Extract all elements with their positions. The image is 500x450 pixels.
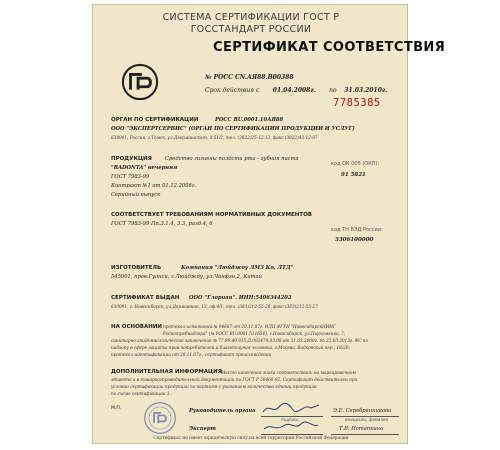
manufacturer-label: ИЗГОТОВИТЕЛЬ (111, 265, 162, 271)
product-line-1: Средство гигиены полости рта - зубная паста (165, 156, 299, 162)
product-line-2: "RADONTA" вечерняя (111, 165, 178, 171)
stamp-place-label: М.П. (111, 406, 122, 411)
basis-line-1: протокол испытаний № 94687 от 20.11.07г. ИЛЦ ФГУН "НовосибирскНИИГ (163, 324, 336, 329)
basis-label: НА ОСНОВАНИИ (111, 324, 163, 330)
issued-name: ООО "Глориан". ИНН:5406344202 (189, 295, 292, 301)
additional-line-1: Место нанесения знака соответствия: на маркировочном (221, 370, 356, 375)
head-name: Э.Е. Серебренникова (333, 408, 392, 414)
manufacturer-name: Компания "Люйджоу ЛМЗ Ко, ЛТД" (181, 265, 294, 271)
expert-label: Эксперт (189, 426, 216, 432)
system-title: СИСТЕМА СЕРТИФИКАЦИИ ГОСТ Р (162, 12, 340, 23)
serial-number: 7785385 (333, 97, 381, 109)
basis-line-2: Роспотребнадзора" (№ РОСС RU.0001.511656), г.Новосибирск, ул.Пархоменко, 7; (163, 331, 346, 336)
expert-signature-icon (261, 419, 321, 433)
head-sign-hint: подпись (281, 417, 299, 422)
product-line-5: Серийный выпуск (111, 192, 161, 198)
validity-period (205, 88, 387, 94)
validity-label: Срок действия с (205, 87, 260, 94)
gost-r-logo-icon (121, 63, 159, 101)
certificate-title: СЕРТИФИКАТ СООТВЕТСТВИЯ (213, 40, 446, 55)
date-from: 01.04.2008г. (272, 87, 316, 94)
expert-name-line (331, 434, 399, 435)
okp-code: 91 5821 (341, 172, 366, 178)
registration-number: № РОСС CN.АЯ88.В00388 (205, 74, 294, 81)
to-label: по (329, 87, 337, 94)
basis-line-3: санитарно-эпидемиологическое заключение № 77.99.40.915.Д.002479.03.08 от 31.03.2008г. по 22.03.2013г. ФС по (111, 338, 369, 343)
conformity-line-1: ГОСТ 7983-99 Пп.3.1.4, 3.3, разд.4, 6 (111, 221, 213, 227)
expert-name: Т.В. Потапкина (339, 426, 384, 432)
additional-line-4: по схеме сертификации 3. (111, 391, 171, 396)
organ-reg-number: РОСС RU.0001.10АЯ88 (215, 117, 284, 123)
basis-line-5: протокол идентификации от 20.11.07г.; сертификат происхождения (111, 352, 272, 357)
official-stamp-icon (143, 401, 177, 435)
issued-label: СЕРТИФИКАТ ВЫДАН (111, 295, 180, 301)
additional-line-2: этикете и в товаросопроводительной документации по ГОСТ Р 50460-92. Сертификат действителен при (111, 377, 358, 382)
issued-address: 630091, г. Новосибирск, ул.Державина, 13, оф.4/1, тел. (383)212-55-26, факс (383)212-55-27 (111, 304, 318, 309)
expert-signature-line (261, 434, 323, 435)
date-to: 31.03.2010г. (344, 87, 388, 94)
conformity-label: СООТВЕТСТВУЕТ ТРЕБОВАНИЯМ НОРМАТИВНЫХ ДОКУМЕНТОВ (111, 212, 312, 218)
tnved-label: код ТН ВЭД России: (331, 227, 383, 233)
agency-title: ГОССТАНДАРТ РОССИИ (190, 24, 312, 35)
product-label: ПРОДУКЦИЯ (111, 156, 152, 162)
footer-note: Сертификат не имеет юридическую силу на всей территории Российской Федерации (153, 436, 349, 441)
basis-line-4: надзору в сфере защиты прав потребителей и благополучия человека, г.Москва, Вадковский пер., 18/20; (111, 345, 350, 350)
product-line-3: ГОСТ 7983-99 (111, 174, 150, 180)
additional-label: ДОПОЛНИТЕЛЬНАЯ ИНФОРМАЦИЯ (111, 369, 222, 375)
manufacturer-address: 545001, пров.Гуанси, г.Люйджоу, ул.Чанфэн,2, Китай (111, 274, 262, 280)
head-signature-icon (261, 401, 321, 415)
product-line-4: Контракт №1 от 01.12.2006г. (111, 183, 197, 189)
organ-name: ООО "ЭКСПЕРТСЕРВИС" (ОРГАН ПО СЕРТИФИКАЦИИ ПРОДУКЦИИ И УСЛУГ) (111, 126, 355, 132)
organ-label: ОРГАН ПО СЕРТИФИКАЦИИ (111, 117, 199, 123)
head-label: Руководитель органа (189, 408, 256, 414)
organ-address: 634041, Россия, г.Томск, ул.Дзержинского, д.51/2, тел. (3822)25-12-13, факс (3822)43-12-97 (111, 135, 318, 140)
okp-label: код ОК 005 (ОКП): (331, 161, 380, 167)
tnved-code: 3306100000 (335, 237, 374, 243)
head-name-hint: инициалы, фамилия (345, 417, 388, 422)
certificate-sheet (92, 4, 446, 444)
additional-line-3: условии сертификации продукции по партиям с указанием количества единиц продукции (111, 384, 317, 389)
